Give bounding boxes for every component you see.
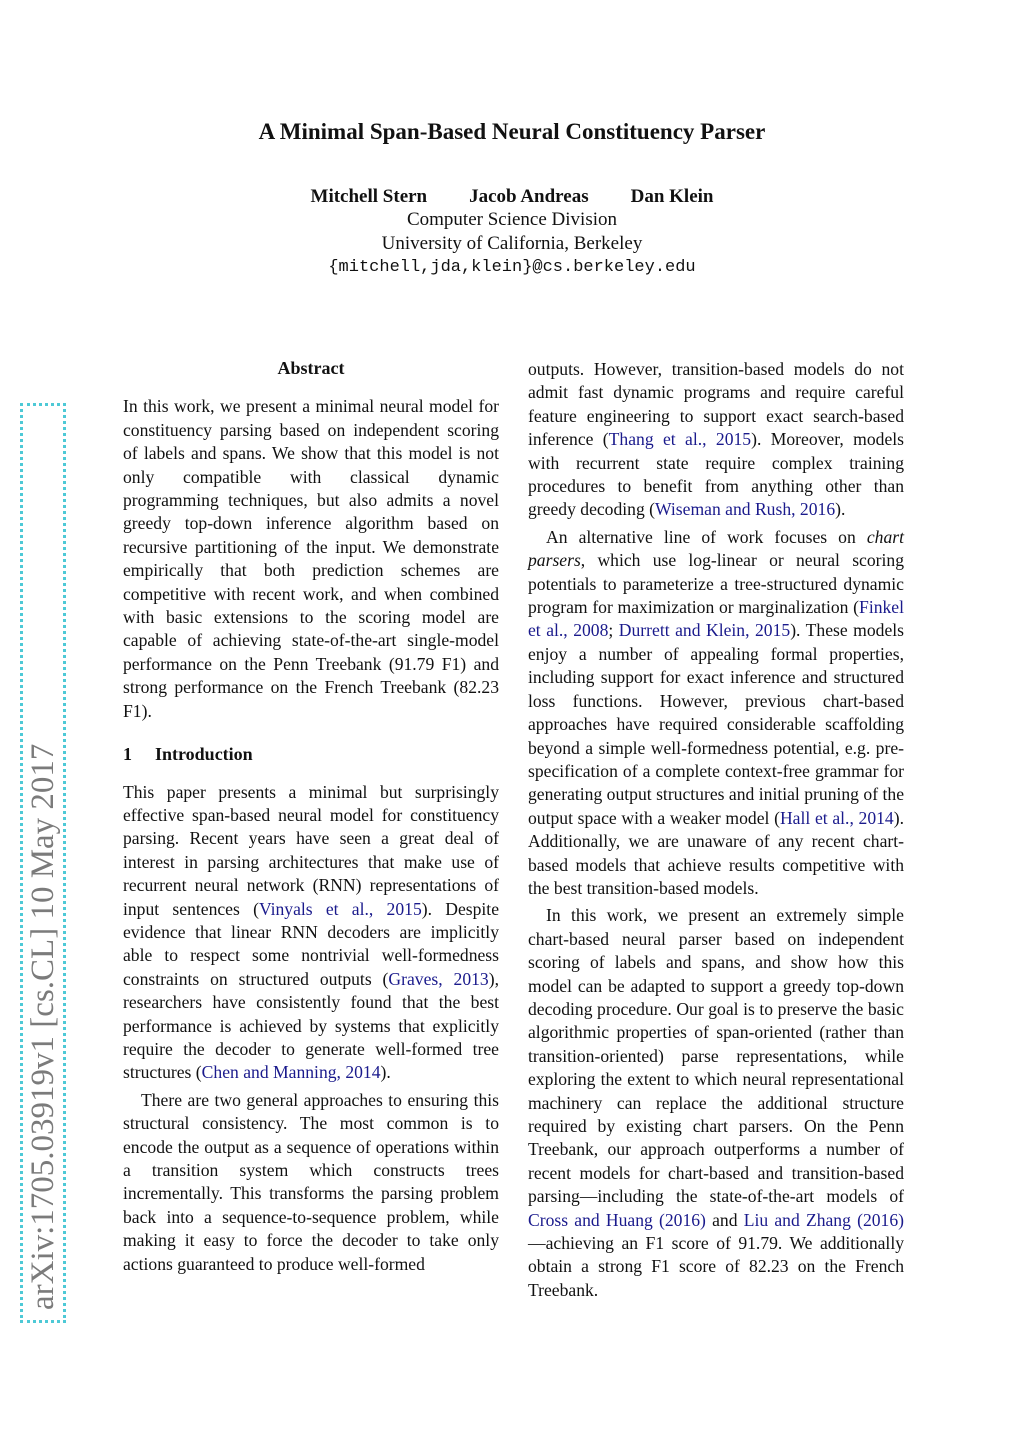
text-run: ). — [835, 499, 846, 520]
text-run: ). These models enjoy a number of appealing formal properties, including support for exact inference and structured loss functions. However, previous chart-based approaches have required considerable scaffolding beyond a simple well-formedness potential, e.g. pre-specification of a complete context-free grammar for generating output structures and initial pruning of the output space with a weaker model ( — [528, 620, 904, 828]
text-run: , which use log-linear or neural scoring potentials to parameterize a tree-structured dynamic program for maximization or marginalization ( — [528, 550, 904, 618]
arxiv-stamp[interactable]: arXiv:1705.03919v1 [cs.CL] 10 May 2017 — [20, 403, 66, 1323]
text-run: ). — [380, 1062, 391, 1083]
citation-link[interactable]: Thang et al., 2015 — [608, 429, 752, 450]
section-number: 1 — [123, 744, 132, 765]
author-block — [0, 186, 1024, 280]
text-run: —achieving an F1 score of 91.79. We additionally obtain a strong F1 score of 82.23 on the French Treebank. — [528, 1233, 904, 1300]
right-paragraph-3 — [528, 904, 904, 1302]
citation-link[interactable]: Chen and Manning, 2014 — [201, 1062, 381, 1083]
text-run: ), researchers have consistently found that the best performance is achieved by systems that explicitly require the decoder to generate well-formed tree structures ( — [123, 968, 499, 1083]
citation-link[interactable]: Graves, 2013 — [388, 968, 489, 989]
abstract-heading: Abstract — [277, 358, 345, 378]
paper-title: A Minimal Span-Based Neural Constituency Parser — [258, 119, 766, 144]
text-run: ). Moreover, models with recurrent state require complex training procedures to benefit from anything other than greedy decoding ( — [528, 429, 904, 520]
emphasis-term: chart parsers — [528, 526, 904, 571]
left-column — [123, 356, 499, 1276]
citation-link[interactable]: Cross and Huang — [528, 1209, 653, 1230]
citation-link[interactable]: Finkel et al., 2008 — [528, 597, 904, 641]
citation-link[interactable]: Liu and Zhang — [743, 1209, 851, 1230]
intro-paragraph-2: There are two general approaches to ensuring this structural consistency. The most common is to encode the output as a sequence of operations within a transition system which constructs trees incrementally. This transforms the parsing problem back into a sequence-to-sequence problem, while making it easy to force the decoder to take only actions guaranteed to produce well-formed — [123, 1089, 499, 1274]
text-run: ; — [608, 620, 619, 641]
author-andreas: Jacob Andreas — [469, 186, 589, 207]
section-heading-introduction — [123, 743, 499, 766]
affiliation-division: Computer Science Division — [406, 209, 618, 230]
section-title: Introduction — [155, 744, 253, 765]
abstract-text: In this work, we present a minimal neural model for constituency parsing based on independent scoring of labels and spans. We show that this model is not only compatible with classical dynamic programming techniques, but also admits a novel greedy top-down inference algorithm based on recursive partitioning of the input. We demonstrate empirically that both prediction schemes are competitive with recent work, and when combined with basic extensions to the scoring model are capable of achieving state-of-the-art single-model performance on the Penn Treebank (91.79 F1) and strong performance on the French Treebank (82.23 F1). — [123, 396, 499, 721]
right-paragraph-1 — [528, 358, 904, 522]
text-run: In this work, we present an extremely simple chart-based neural parser based on independent scoring of labels and spans, and show how this model can be adapted to support a greedy top-down decoding procedure. Our goal is to preserve the basic algorithmic properties of span-oriented (rather than transition-oriented) parse representations, while exploring the extent to which neural representational machinery can replace the additional structure required by existing chart parsers. On the Penn Treebank, our approach outperforms a number of recent models for chart-based and transition-based parsing—including the state-of-the-art models of — [528, 905, 904, 1207]
text-run: ). Despite evidence that linear RNN decoders are implicitly able to respect some nontrivial well-formedness constraints on structured outputs ( — [123, 898, 500, 989]
text-run: This paper presents a minimal but surprisingly effective span-based neural model for constituency parsing. Recent years have seen a great deal of interest in parsing architectures that make use of recurrent neural network (RNN) representations of input sentences ( — [123, 781, 499, 919]
citation-link[interactable]: Wiseman and Rush, 2016 — [655, 499, 836, 520]
citation-year[interactable]: (2016) — [652, 1209, 706, 1230]
text-run: ). Additionally, we are unaware of any recent chart-based models that achieve results competitive with the best transition-based models. — [528, 807, 904, 898]
author-names — [0, 186, 1024, 208]
text-run: An alternative line of work focuses on — [546, 526, 867, 547]
citation-year[interactable]: (2016) — [850, 1209, 905, 1230]
author-klein: Dan Klein — [630, 186, 714, 207]
author-email[interactable]: {mitchell,jda,klein}@cs.berkeley.edu — [328, 258, 696, 277]
intro-paragraph-1 — [123, 781, 499, 1085]
citation-link[interactable]: Durrett and Klein, 2015 — [618, 620, 791, 641]
text-run: and — [705, 1209, 744, 1230]
text-run: outputs. However, transition-based models do not admit fast dynamic programs and require careful feature engineering to support exact search-based inference ( — [528, 359, 904, 450]
citation-link[interactable]: Hall et al., 2014 — [779, 807, 894, 828]
author-stern: Mitchell Stern — [310, 186, 428, 207]
citation-link[interactable]: Vinyals et al., 2015 — [258, 898, 422, 919]
right-paragraph-2 — [528, 526, 904, 901]
right-column — [528, 358, 904, 1302]
affiliation-university: University of California, Berkeley — [381, 233, 643, 254]
